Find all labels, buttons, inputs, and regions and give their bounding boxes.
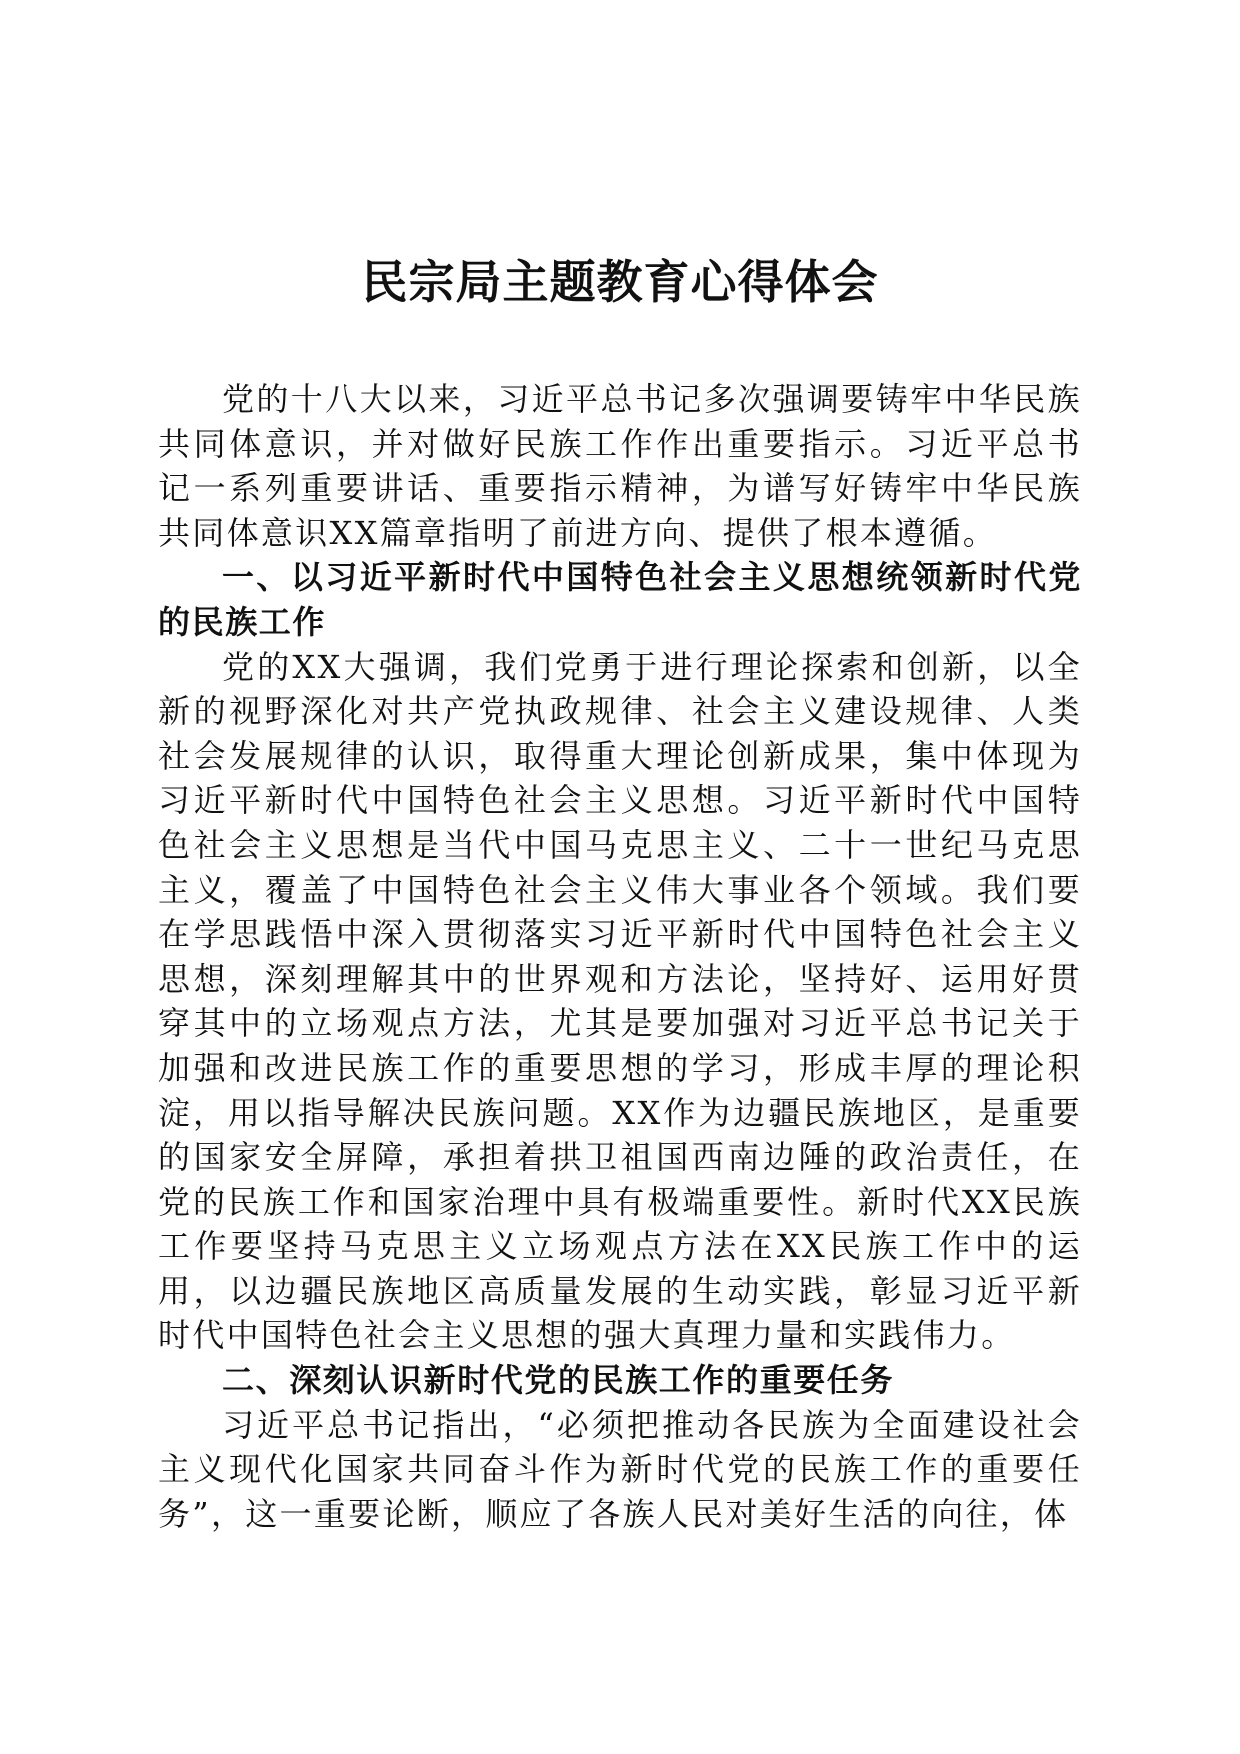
document-body <box>158 377 1082 1536</box>
section-heading-1: 一、以习近平新时代中国特色社会主义思想统领新时代党的民族工作 <box>158 558 1082 641</box>
section-heading-2: 二、深刻认识新时代党的民族工作的重要任务 <box>222 1361 895 1400</box>
document-title: 民宗局主题教育心得体会 <box>361 255 879 309</box>
paragraph-section-1: 党的XX大强调，我们党勇于进行理论探索和创新，以全新的视野深化对共产党执政规律、社会主义建设规律、人类社会发展规律的认识，取得重大理论创新成果，集中体现为习近平新时代中国特色社会主义思想。习近平新时代中国特色社会主义思想是当代中国马克思主义、二十一世纪马克思主义，覆盖了中国特色社会主义伟大事业各个领域。我们要在学思践悟中深入贯彻落实习近平新时代中国特色社会主义思想，深刻理解其中的世界观和方法论，坚持好、运用好贯穿其中的立场观点方法，尤其是要加强对习近平总书记关于加强和改进民族工作的重要思想的学习，形成丰厚的理论积淀，用以指导解决民族问题。XX作为边疆民族地区，是重要的国家安全屏障，承担着拱卫祖国西南边陲的政治责任，在党的民族工作和国家治理中具有极端重要性。新时代XX民族工作要坚持马克思主义立场观点方法在XX民族工作中的运用，以边疆民族地区高质量发展的生动实践，彰显习近平新时代中国特色社会主义思想的强大真理力量和实践伟力。 <box>158 647 1082 1355</box>
paragraph-intro: 党的十八大以来，习近平总书记多次强调要铸牢中华民族共同体意识，并对做好民族工作作出重要指示。习近平总书记一系列重要讲话、重要指示精神，为谱写好铸牢中华民族共同体意识XX篇章指明了前进方向、提供了根本遵循。 <box>158 380 1082 552</box>
paragraph-section-2: 习近平总书记指出，“必须把推动各民族为全面建设社会主义现代化国家共同奋斗作为新时代党的民族工作的重要任务”，这一重要论断，顺应了各族人民对美好生活的向往，体 <box>158 1405 1082 1533</box>
